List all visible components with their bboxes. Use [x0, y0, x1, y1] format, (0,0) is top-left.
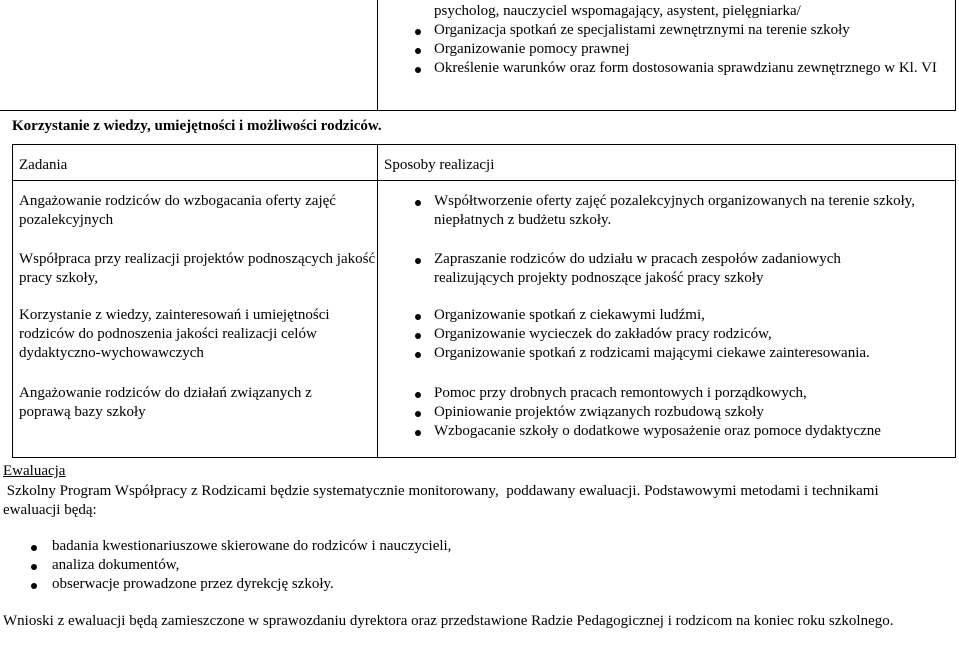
top-table-bottom-border [0, 110, 956, 111]
evaluation-conclusion: Wnioski z ewaluacji będą zamieszczone w sprawozdaniu dyrektora oraz przedstawione Radzie Pedagogicznej i rodzicom na koniec roku szkolnego. [3, 613, 894, 629]
table-bottom-border [12, 457, 956, 458]
bullet-icon [415, 48, 421, 54]
evaluation-paragraph: Szkolny Program Współpracy z Rodzicami będzie systematycznie monitorowany, poddawany ewaluacji. Podstawowymi metodami i technikami ewaluacji będą: [3, 483, 883, 518]
bullet-icon [415, 258, 421, 264]
way-item: Organizowanie spotkań z ciekawymi ludźmi, [434, 307, 705, 323]
bullet-icon [415, 200, 421, 206]
top-table-right-border [955, 0, 956, 110]
bullet-icon [415, 392, 421, 398]
task-item: Korzystanie z wiedzy, zainteresowań i umiejętności rodziców do podnoszenia jakości realizacji celów dydaktyczno-wychowawczych [19, 307, 330, 361]
bullet-icon [415, 67, 421, 73]
bullet-icon [415, 352, 421, 358]
col-header-tasks: Zadania [19, 157, 68, 173]
top-table-divider [377, 0, 378, 110]
way-item: Pomoc przy drobnych pracach remontowych i porządkowych, [434, 385, 807, 401]
bullet-icon [31, 545, 37, 551]
way-item: Organizowanie spotkań z rodzicami mającymi ciekawe zainteresowania. [434, 345, 870, 361]
way-item: Wzbogacanie szkoły o dodatkowe wyposażenie oraz pomoce dydaktyczne [434, 423, 881, 439]
bullet-icon [415, 29, 421, 35]
top-item: Organizacja spotkań ze specjalistami zewnętrznymi na terenie szkoły [434, 22, 850, 38]
bullet-icon [415, 333, 421, 339]
task-item: Angażowanie rodziców do działań związanych z poprawą bazy szkoły [19, 385, 312, 420]
way-item: Współtworzenie oferty zajęć pozalekcyjnych organizowanych na terenie szkoły, niepłatnych z budżetu szkoły. [434, 193, 916, 228]
bullet-icon [31, 564, 37, 570]
way-item: Zapraszanie rodziców do udziału w pracach zespołów zadaniowych realizujących projekty podnoszące jakość pracy szkoły [434, 251, 841, 286]
top-line: psycholog, nauczyciel wspomagający, asystent, pielęgniarka/ [434, 3, 801, 19]
evaluation-method: badania kwestionariuszowe skierowane do rodziców i nauczycieli, [52, 538, 452, 554]
table-header-border [12, 180, 956, 181]
section-title: Korzystanie z wiedzy, umiejętności i możliwości rodziców. [12, 118, 382, 134]
evaluation-method: analiza dokumentów, [52, 557, 180, 573]
bullet-icon [415, 411, 421, 417]
table-mid-border [377, 144, 378, 458]
top-item: Organizowanie pomocy prawnej [434, 41, 630, 57]
col-header-ways: Sposoby realizacji [384, 157, 495, 173]
table-top-border [12, 144, 956, 145]
bullet-icon [415, 430, 421, 436]
bullet-icon [31, 583, 37, 589]
way-item: Opiniowanie projektów związanych rozbudową szkoły [434, 404, 764, 420]
task-item: Angażowanie rodziców do wzbogacania oferty zajęć pozalekcyjnych [19, 193, 336, 228]
task-item: Współpraca przy realizacji projektów podnoszących jakość pracy szkoły, [19, 251, 376, 286]
top-item: Określenie warunków oraz form dostosowania sprawdzianu zewnętrznego w Kl. VI [434, 60, 937, 76]
table-left-border [12, 144, 13, 458]
evaluation-heading: Ewaluacja [3, 463, 66, 479]
table-right-border [955, 144, 956, 458]
evaluation-method: obserwacje prowadzone przez dyrekcję szkoły. [52, 576, 334, 592]
bullet-icon [415, 314, 421, 320]
way-item: Organizowanie wycieczek do zakładów pracy rodziców, [434, 326, 772, 342]
